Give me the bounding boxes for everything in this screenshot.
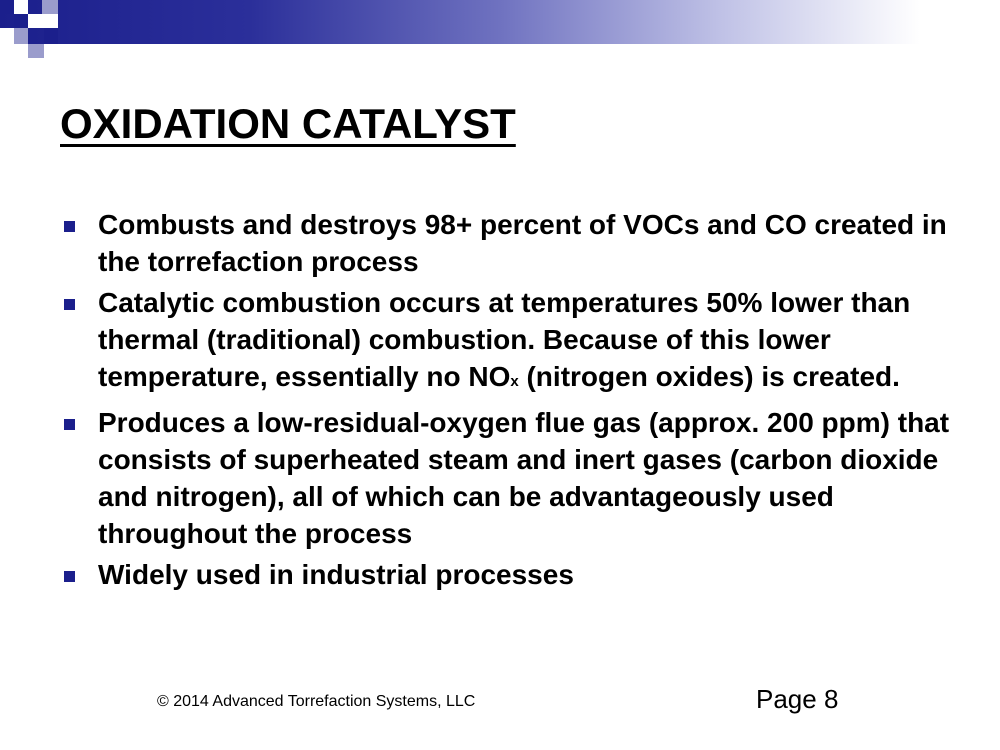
header-white-band	[0, 44, 1000, 58]
bullet-item	[60, 404, 950, 552]
decor-square	[44, 28, 58, 44]
footer-page-number: Page 8	[756, 684, 839, 714]
bullet-text: Catalytic combustion occurs at temperatures 50% lower than thermal (traditional) combustion. Because of this lower temperature, essentially no NO	[98, 287, 911, 392]
square-bullet-icon	[64, 419, 75, 430]
decor-square	[14, 14, 28, 28]
bullet-text-continued: (nitrogen oxides) is created.	[518, 361, 900, 392]
square-bullet-icon	[64, 571, 75, 582]
bullet-text: Produces a low-residual-oxygen flue gas (approx. 200 ppm) that consists of superheated steam and inert gases (carbon dioxide and nitrogen), all of which can be advantageously used throughout the process	[98, 407, 950, 549]
square-bullet-icon	[64, 299, 75, 310]
decor-square	[0, 28, 14, 44]
bullet-text: Combusts and destroys 98+ percent of VOCs and CO created in the torrefaction process	[98, 209, 947, 277]
decor-square	[28, 14, 44, 28]
bullet-item	[60, 206, 950, 280]
decor-square	[14, 28, 28, 44]
bullet-item	[60, 284, 950, 400]
bullet-text: Widely used in industrial processes	[98, 559, 574, 590]
decor-square	[28, 44, 44, 58]
slide-title: OXIDATION CATALYST	[60, 100, 516, 147]
decor-square	[0, 0, 14, 14]
footer-copyright: © 2014 Advanced Torrefaction Systems, LLC	[157, 693, 476, 710]
decor-square	[44, 14, 58, 28]
header-gradient-bar	[0, 0, 1000, 44]
bullet-item	[60, 556, 950, 593]
decor-square	[14, 0, 28, 14]
square-bullet-icon	[64, 221, 75, 232]
bullet-list	[60, 206, 950, 597]
subscript-x: x	[510, 373, 519, 390]
decor-square	[42, 0, 58, 14]
